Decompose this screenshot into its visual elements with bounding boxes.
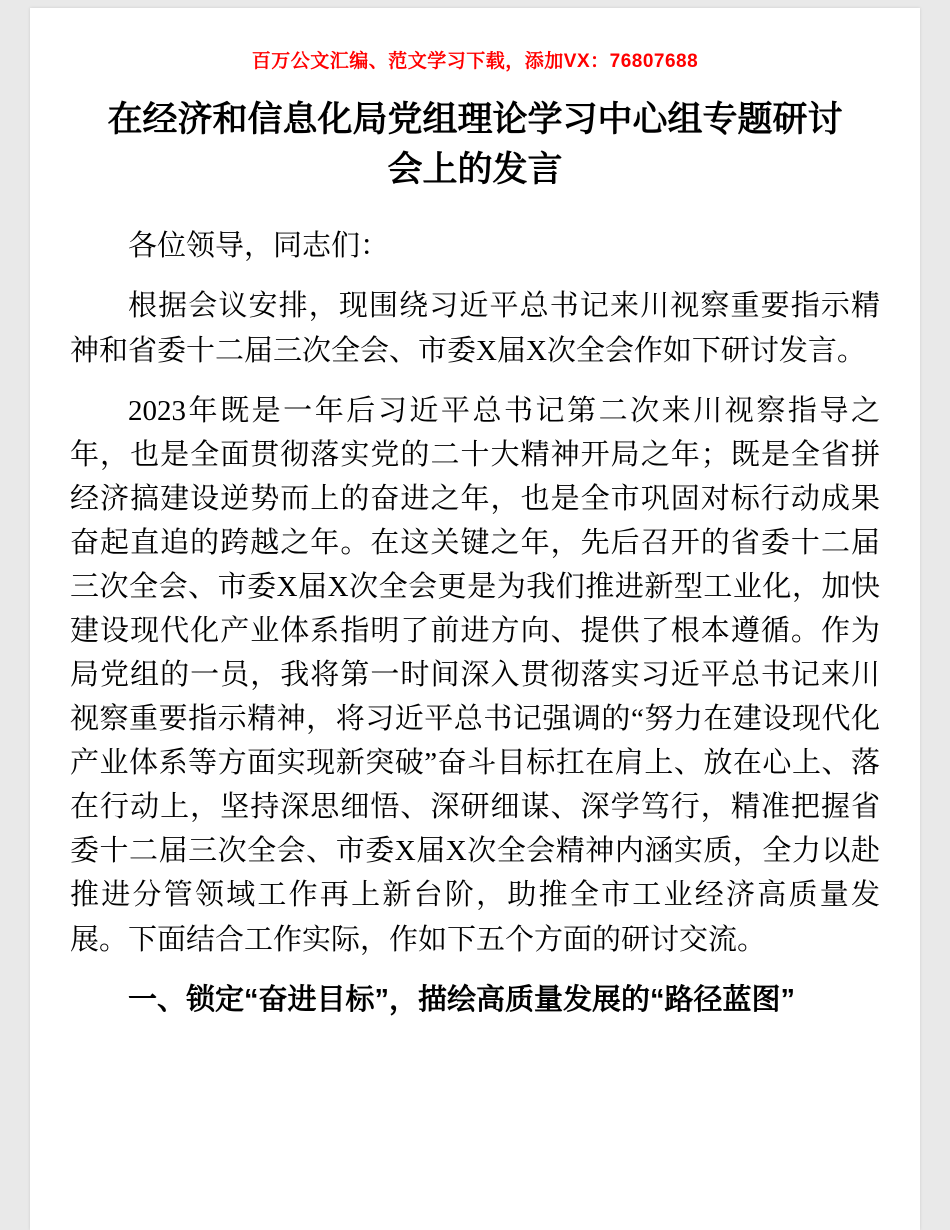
paragraph: 根据会议安排，现围绕习近平总书记来川视察重要指示精神和省委十二届三次全会、市委X届X次全会作如下研讨发言。 [70,290,880,367]
header-notice: 百万公文汇编、范文学习下载，添加VX：76807688 [251,51,699,72]
document-body [70,224,880,1021]
paragraph: 2023年既是一年后习近平总书记第二次来川视察指导之年，也是全面贯彻落实党的二十大精神开局之年；既是全省拼经济搞建设逆势而上的奋进之年，也是全市巩固对标行动成果奋起直追的跨越之年。在这关键之年，先后召开的省委十二届三次全会、市委X届X次全会更是为我们推进新型工业化，加快建设现代化产业体系指明了前进方向、提供了根本遵循。作为局党组的一员，我将第一时间深入贯彻落实习近平总书记来川视察重要指示精神，将习近平总书记强调的“努力在建设现代化产业体系等方面实现新突破”奋斗目标扛在肩上、放在心上、落在行动上，坚持深思细悟、深研细谋、深学笃行，精准把握省委十二届三次全会、市委X届X次全会精神内涵实质，全力以赴推进分管领域工作再上新台阶，助推全市工业经济高质量发展。下面结合工作实际，作如下五个方面的研讨交流。 [70,394,880,956]
section-heading: 一、锁定“奋进目标”，描绘高质量发展的“路径蓝图” [128,983,796,1016]
document-title: 在经济和信息化局党组理论学习中心组专题研讨会上的发言 [107,100,843,189]
paragraph: 各位领导，同志们： [128,230,390,263]
document-page [30,8,920,1230]
